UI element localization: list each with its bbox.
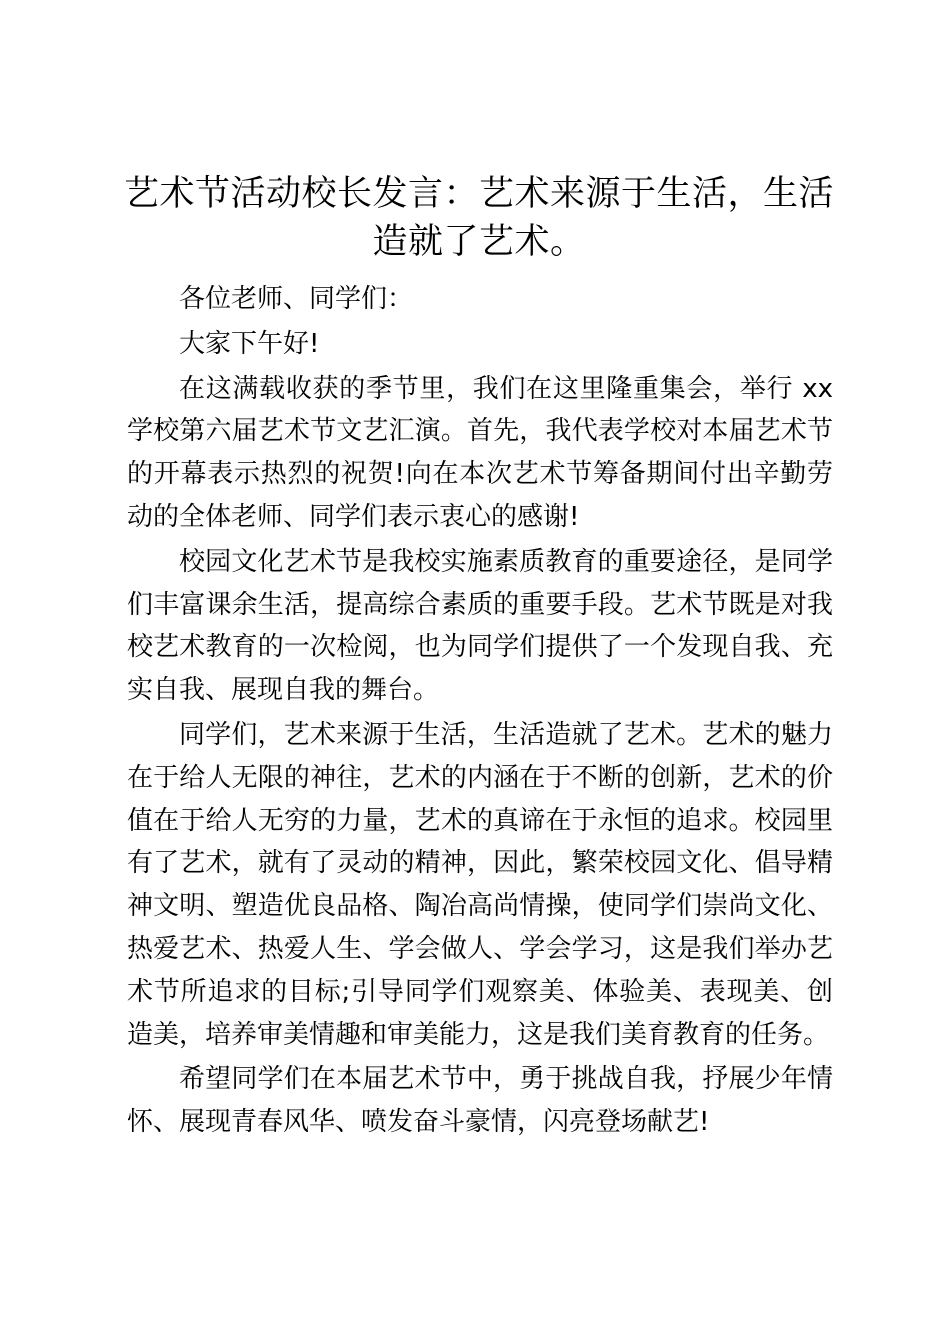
paragraph-closing: 希望同学们在本届艺术节中，勇于挑战自我，抒展少年情怀、展现青春风华、喷发奋斗豪情，闪亮登场献艺! [127, 1064, 833, 1138]
document-title: 艺术节活动校长发言：艺术来源于生活，生活造就了艺术。 [123, 174, 834, 262]
paragraph-art-life: 同学们，艺术来源于生活，生活造就了艺术。艺术的魅力在于给人无限的神往，艺术的内涵在于不断的创新，艺术的价值在于给人无穷的力量，艺术的真谛在于永恒的追求。校园里有了艺术，就有了灵动的精神，因此，繁荣校园文化、倡导精神文明、塑造优良品格、陶冶高尚情操，使同学们崇尚文化、热爱艺术、热爱人生、学会做人、学会学习，这是我们举办艺术节所追求的目标;引导同学们观察美、体验美、表现美、创造美，培养审美情趣和审美能力，这是我们美育教育的任务。 [127, 719, 833, 1050]
paragraph-significance: 校园文化艺术节是我校实施素质教育的重要途径，是同学们丰富课余生活，提高综合素质的重要手段。艺术节既是对我校艺术教育的一次检阅，也为同学们提供了一个发现自我、充实自我、展现自我的舞台。 [127, 546, 833, 706]
paragraph-opening: 在这满载收获的季节里，我们在这里隆重集会，举行 xx 学校第六届艺术节文艺汇演。首先，我代表学校对本届艺术节的开幕表示热烈的祝贺!向在本次艺术节筹备期间付出辛勤劳动的全体老师、同学们表示衷心的感谢! [127, 373, 833, 532]
salutation: 各位老师、同学们： [179, 284, 414, 314]
greeting: 大家下午好! [179, 328, 320, 359]
document-body [127, 278, 833, 1146]
